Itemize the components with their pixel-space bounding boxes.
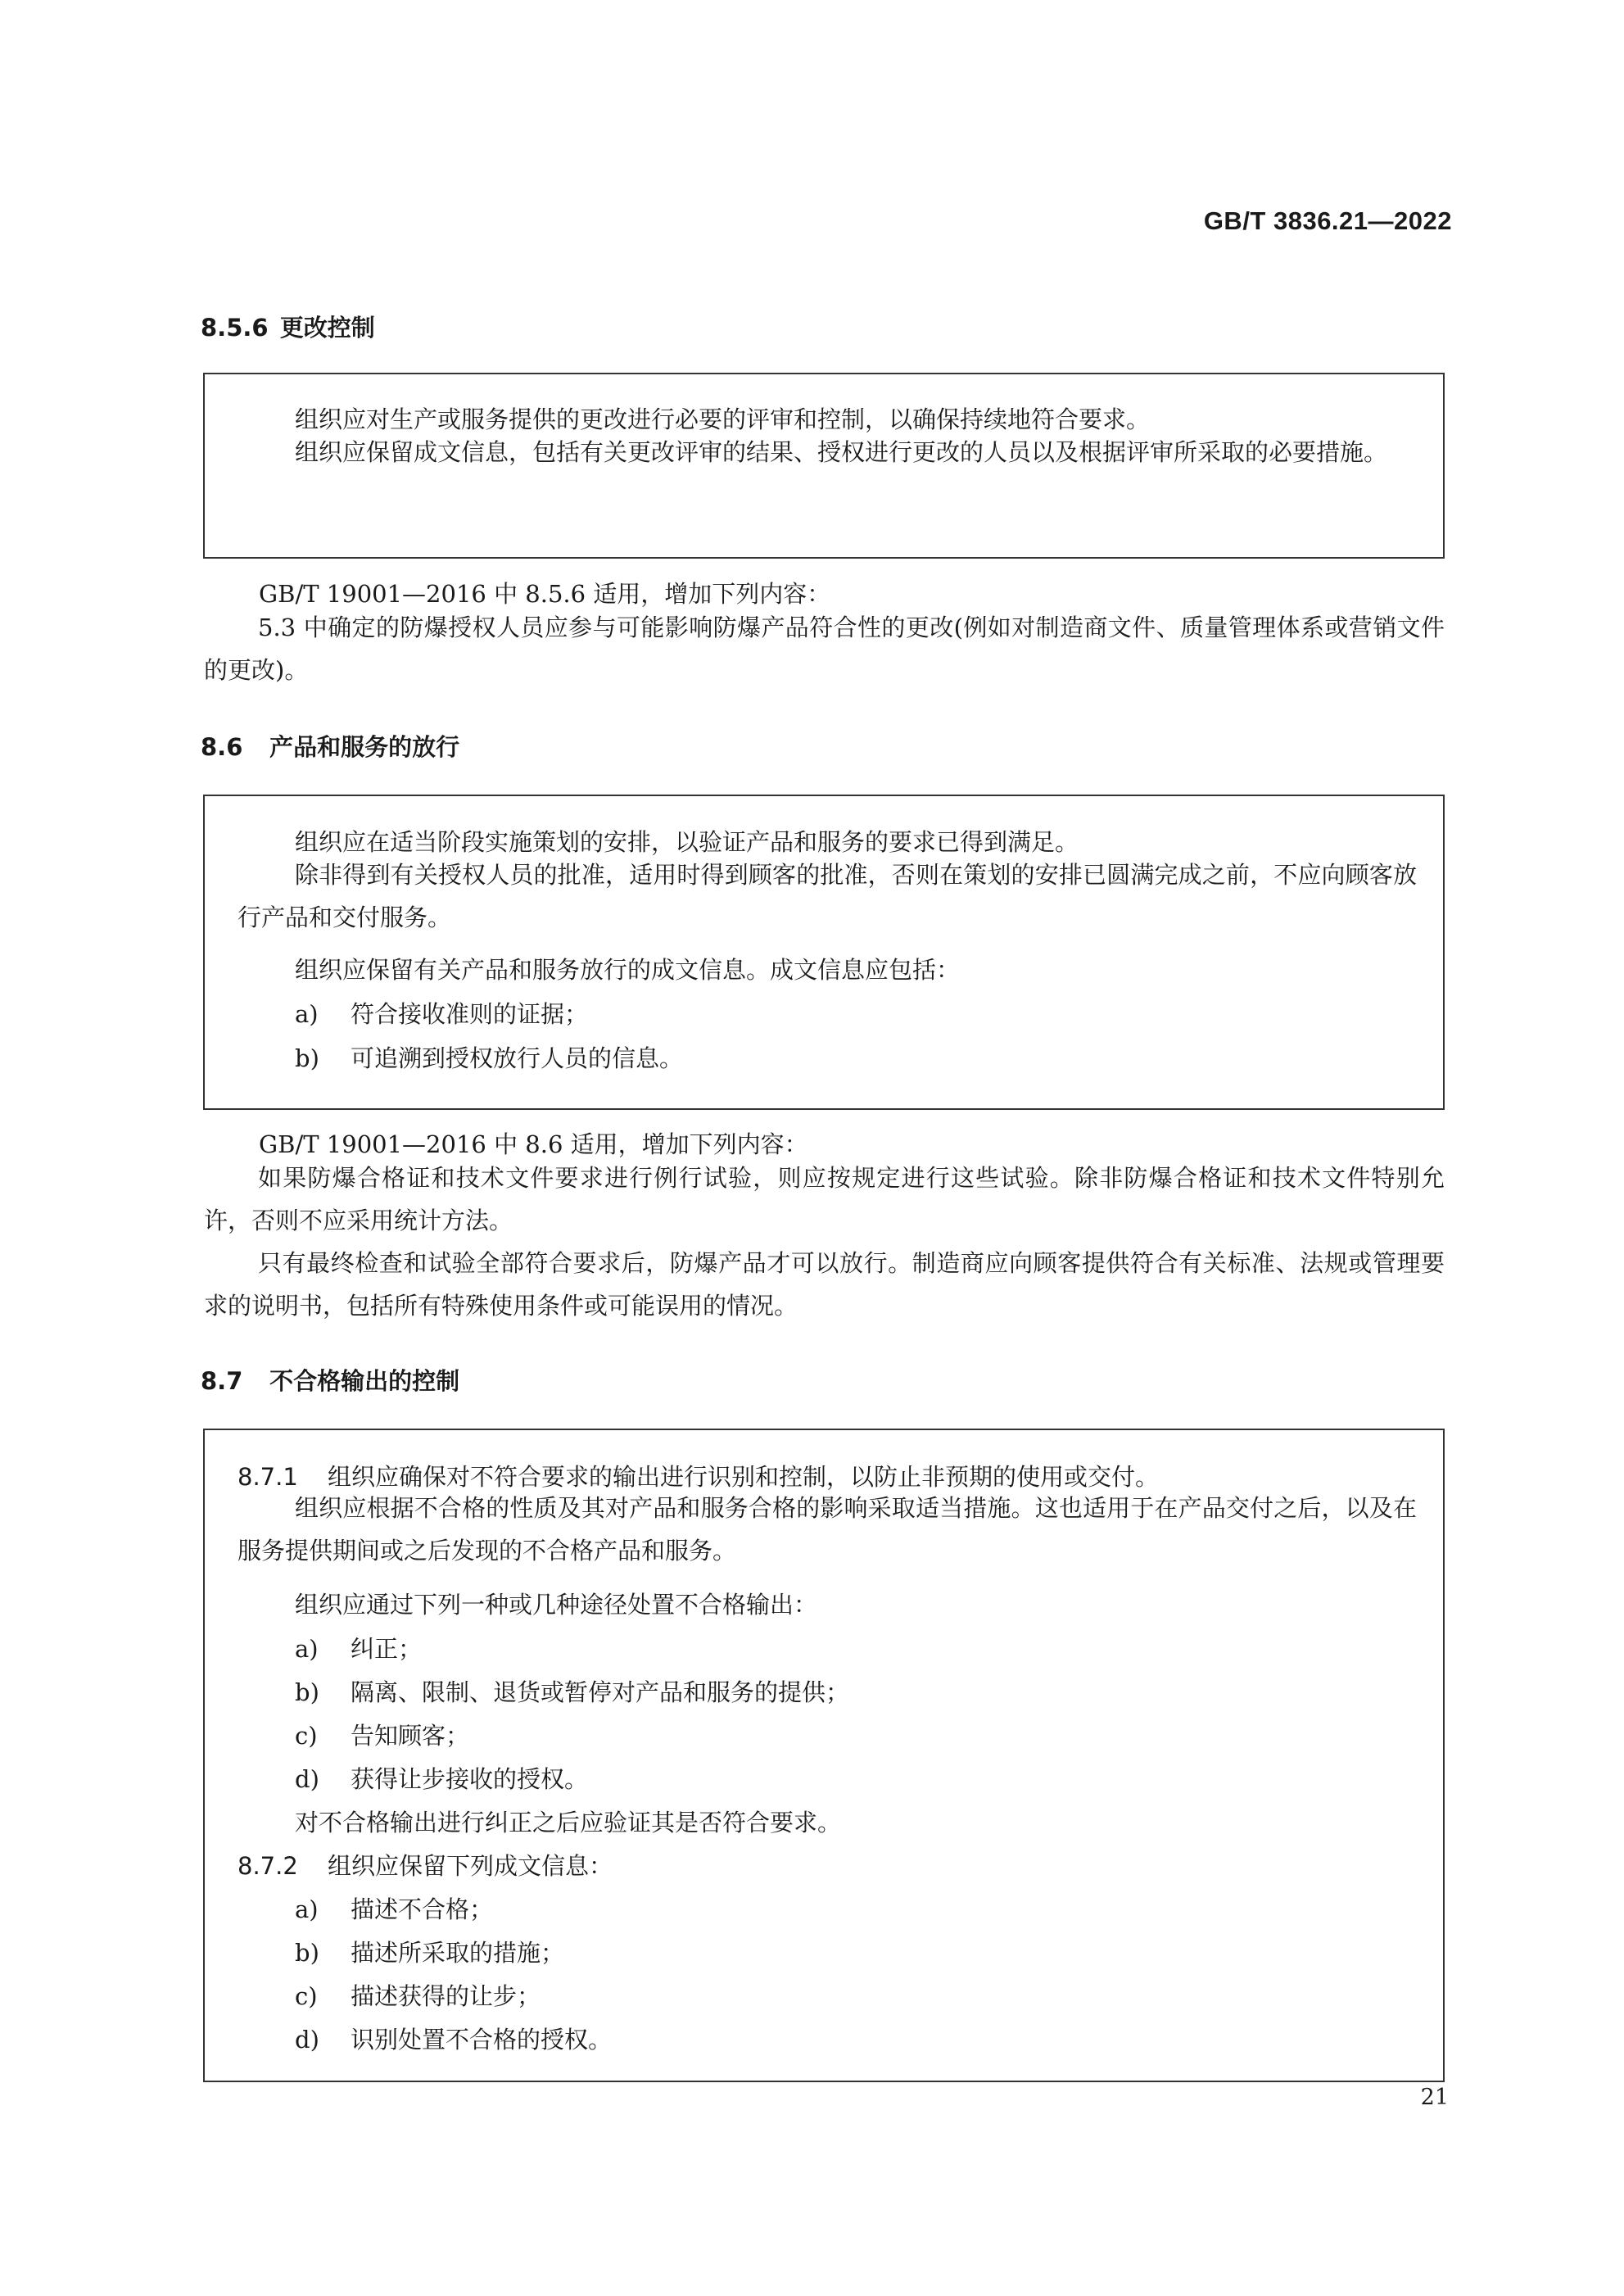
list-text: 描述所采取的措施； — [351, 1939, 565, 1967]
section-heading-8-6 — [201, 729, 459, 763]
section-number: 8.6 — [201, 733, 243, 761]
list-item — [295, 1895, 494, 1923]
list-marker: b) — [295, 1678, 319, 1706]
list-marker: a) — [295, 1895, 319, 1923]
clause-text: 组织应确保对不符合要求的输出进行识别和控制，以防止非预期的使用或交付。 — [328, 1463, 1160, 1491]
list-item — [295, 1678, 850, 1706]
clause-number: 8.7.2 — [237, 1852, 298, 1880]
list-marker: d) — [295, 1765, 319, 1793]
list-marker: c) — [295, 1722, 318, 1750]
section-title: 不合格输出的控制 — [269, 1367, 460, 1395]
list-text: 符合接收准则的证据； — [351, 1000, 589, 1028]
list-marker: d) — [295, 2026, 319, 2054]
list-text: 描述不合格； — [351, 1895, 494, 1923]
section-heading-8-7 — [201, 1363, 459, 1397]
list-text: 描述获得的让步； — [351, 1982, 541, 2010]
paragraph: 组织应保留有关产品和服务放行的成文信息。成文信息应包括： — [295, 956, 961, 984]
list-item — [295, 1765, 589, 1793]
standard-number: GB/T 3836.21—2022 — [1203, 206, 1452, 235]
section-title: 更改控制 — [279, 314, 375, 342]
list-item — [295, 1941, 564, 1965]
list-text: 隔离、限制、退货或暂停对产品和服务的提供； — [351, 1678, 850, 1706]
page-number: 21 — [1420, 2085, 1449, 2110]
list-text: 可追溯到授权放行人员的信息。 — [351, 1044, 684, 1072]
clause-text: 组织应保留下列成文信息： — [328, 1852, 613, 1880]
paragraph: 如果防爆合格证和技术文件要求进行例行试验，则应按规定进行这些试验。除非防爆合格证和技术文件特别允许，否则不应采用统计方法。 — [204, 1164, 1445, 1234]
section-number: 8.5.6 — [201, 314, 269, 342]
section-title: 产品和服务的放行 — [269, 733, 460, 761]
list-marker: a) — [295, 1635, 319, 1663]
list-item — [295, 1000, 589, 1028]
list-marker: a) — [295, 1000, 319, 1028]
list-marker: c) — [295, 1982, 318, 2010]
list-text: 获得让步接收的授权。 — [351, 1765, 589, 1793]
paragraph: GB/T 19001—2016 中 8.6 适用，增加下列内容： — [259, 1130, 808, 1158]
paragraph: 组织应通过下列一种或几种途径处置不合格输出： — [295, 1591, 818, 1619]
list-item — [295, 1982, 541, 2010]
section-heading-8-5-6 — [201, 310, 375, 343]
clause-8-7-1 — [237, 1465, 1159, 1489]
clause-number: 8.7.1 — [237, 1463, 298, 1491]
list-item — [295, 1637, 422, 1661]
paragraph: 除非得到有关授权人员的批准，适用时得到顾客的批准，否则在策划的安排已圆满完成之前，不应向顾客放行产品和交付服务。 — [237, 861, 1417, 931]
paragraph: 组织应根据不合格的性质及其对产品和服务合格的影响采取适当措施。这也适用于在产品交付之后，以及在服务提供期间或之后发现的不合格产品和服务。 — [237, 1494, 1417, 1565]
paragraph: 5.3 中确定的防爆授权人员应参与可能影响防爆产品符合性的更改(例如对制造商文件、质量管理体系或营销文件的更改)。 — [204, 614, 1445, 684]
paragraph: GB/T 19001—2016 中 8.5.6 适用，增加下列内容： — [259, 580, 831, 608]
list-item — [295, 1724, 469, 1748]
list-item — [295, 1044, 684, 1072]
list-marker: b) — [295, 1044, 319, 1072]
list-marker: b) — [295, 1939, 319, 1967]
paragraph: 组织应在适当阶段实施策划的安排，以验证产品和服务的要求已得到满足。 — [295, 828, 1079, 856]
list-text: 纠正； — [351, 1635, 423, 1663]
list-text: 识别处置不合格的授权。 — [351, 2026, 613, 2054]
paragraph: 组织应对生产或服务提供的更改进行必要的评审和控制，以确保持续地符合要求。 — [295, 405, 1151, 433]
paragraph: 组织应保留成文信息，包括有关更改评审的结果、授权进行更改的人员以及根据评审所采取的必要措施。 — [295, 438, 1388, 466]
section-number: 8.7 — [201, 1367, 243, 1395]
list-text: 告知顾客； — [351, 1722, 470, 1750]
clause-8-7-2 — [237, 1854, 613, 1878]
list-item — [295, 2028, 612, 2052]
paragraph: 只有最终检查和试验全部符合要求后，防爆产品才可以放行。制造商应向顾客提供符合有关标准、法规或管理要求的说明书，包括所有特殊使用条件或可能误用的情况。 — [204, 1249, 1445, 1320]
paragraph: 对不合格输出进行纠正之后应验证其是否符合要求。 — [295, 1809, 842, 1836]
